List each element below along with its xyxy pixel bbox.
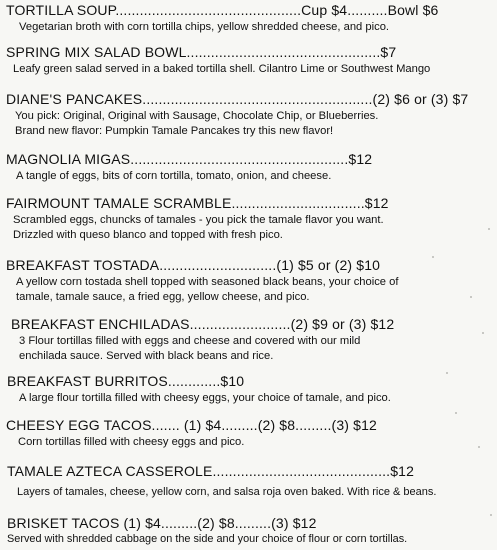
item-heading: BREAKFAST BURRITOS.............$10	[7, 373, 245, 389]
menu-item-fairmount-tamale-scramble	[0, 195, 497, 242]
item-heading: TORTILLA SOUP..............................................Cup $4..........Bowl $6	[6, 2, 439, 18]
item-description: Layers of tamales, cheese, yellow corn, and salsa roja oven baked. With rice & beans.	[17, 486, 437, 498]
menu-item-cheesy-egg-tacos	[0, 417, 497, 450]
item-description: 3 Flour tortillas filled with eggs and cheese and covered with our mild	[19, 335, 361, 347]
item-description: tamale, tamale sauce, a fried egg, yellow cheese, and pico.	[16, 290, 310, 303]
item-description: Leafy green salad served in a baked tortilla shell. Cilantro Lime or Southwest Mango	[13, 63, 431, 75]
item-description: A yellow corn tostada shell topped with seasoned black beans, your choice of	[16, 276, 399, 288]
menu-item-tortilla-soup	[0, 2, 497, 35]
item-description: Vegetarian broth with corn tortilla chips, yellow shredded cheese, and pico.	[19, 21, 390, 33]
menu-item-dianes-pancakes	[0, 91, 497, 138]
item-heading: DIANE'S PANCAKES.........................................................(2) $6 or (3) $7	[6, 91, 469, 107]
item-description: Drizzled with queso blanco and topped with fresh pico.	[13, 228, 283, 241]
menu-item-spring-mix-salad-bowl	[0, 44, 497, 77]
item-heading: BRISKET TACOS (1) $4.........(2) $8.........(3) $12	[7, 515, 317, 531]
item-description: Corn tortillas filled with cheesy eggs and pico.	[18, 436, 245, 448]
item-heading: BREAKFAST ENCHILADAS.........................(2) $9 or (3) $12	[11, 316, 395, 332]
item-description: enchilada sauce. Served with black beans and rice.	[19, 349, 274, 362]
item-description: You pick: Original, Original with Sausage, Chocolate Chip, or Blueberries.	[15, 110, 379, 122]
menu-item-breakfast-tostada	[0, 257, 497, 304]
menu-item-brisket-tacos	[0, 515, 497, 547]
menu-item-breakfast-burritos	[0, 373, 497, 406]
menu-item-tamale-azteca-casserole	[0, 463, 497, 500]
menu-item-magnolia-migas	[0, 151, 497, 184]
item-heading: TAMALE AZTECA CASSEROLE............................................$12	[7, 463, 415, 479]
menu-item-breakfast-enchiladas	[0, 316, 497, 363]
item-heading: CHEESY EGG TACOS....... (1) $4.........(2) $8.........(3) $12	[6, 417, 377, 433]
item-heading: MAGNOLIA MIGAS......................................................$12	[6, 151, 373, 167]
item-description: Brand new flavor: Pumpkin Tamale Pancakes try this new flavor!	[15, 124, 334, 137]
scan-speck	[455, 412, 457, 414]
item-description: A large flour tortilla filled with cheesy eggs, your choice of tamale, and pico.	[19, 392, 391, 404]
item-description: A tangle of eggs, bits of corn tortilla, tomato, onion, and cheese.	[16, 170, 332, 182]
item-description: Scrambled eggs, chuncks of tamales - you pick the tamale flavor you want.	[13, 214, 384, 226]
item-heading: SPRING MIX SALAD BOWL................................................$7	[6, 44, 397, 60]
item-heading: FAIRMOUNT TAMALE SCRAMBLE.................................$12	[6, 195, 389, 211]
item-description: Served with shredded cabbage on the side and your choice of flour or corn tortillas.	[7, 533, 408, 545]
item-heading: BREAKFAST TOSTADA.............................(1) $5 or (2) $10	[6, 257, 381, 273]
